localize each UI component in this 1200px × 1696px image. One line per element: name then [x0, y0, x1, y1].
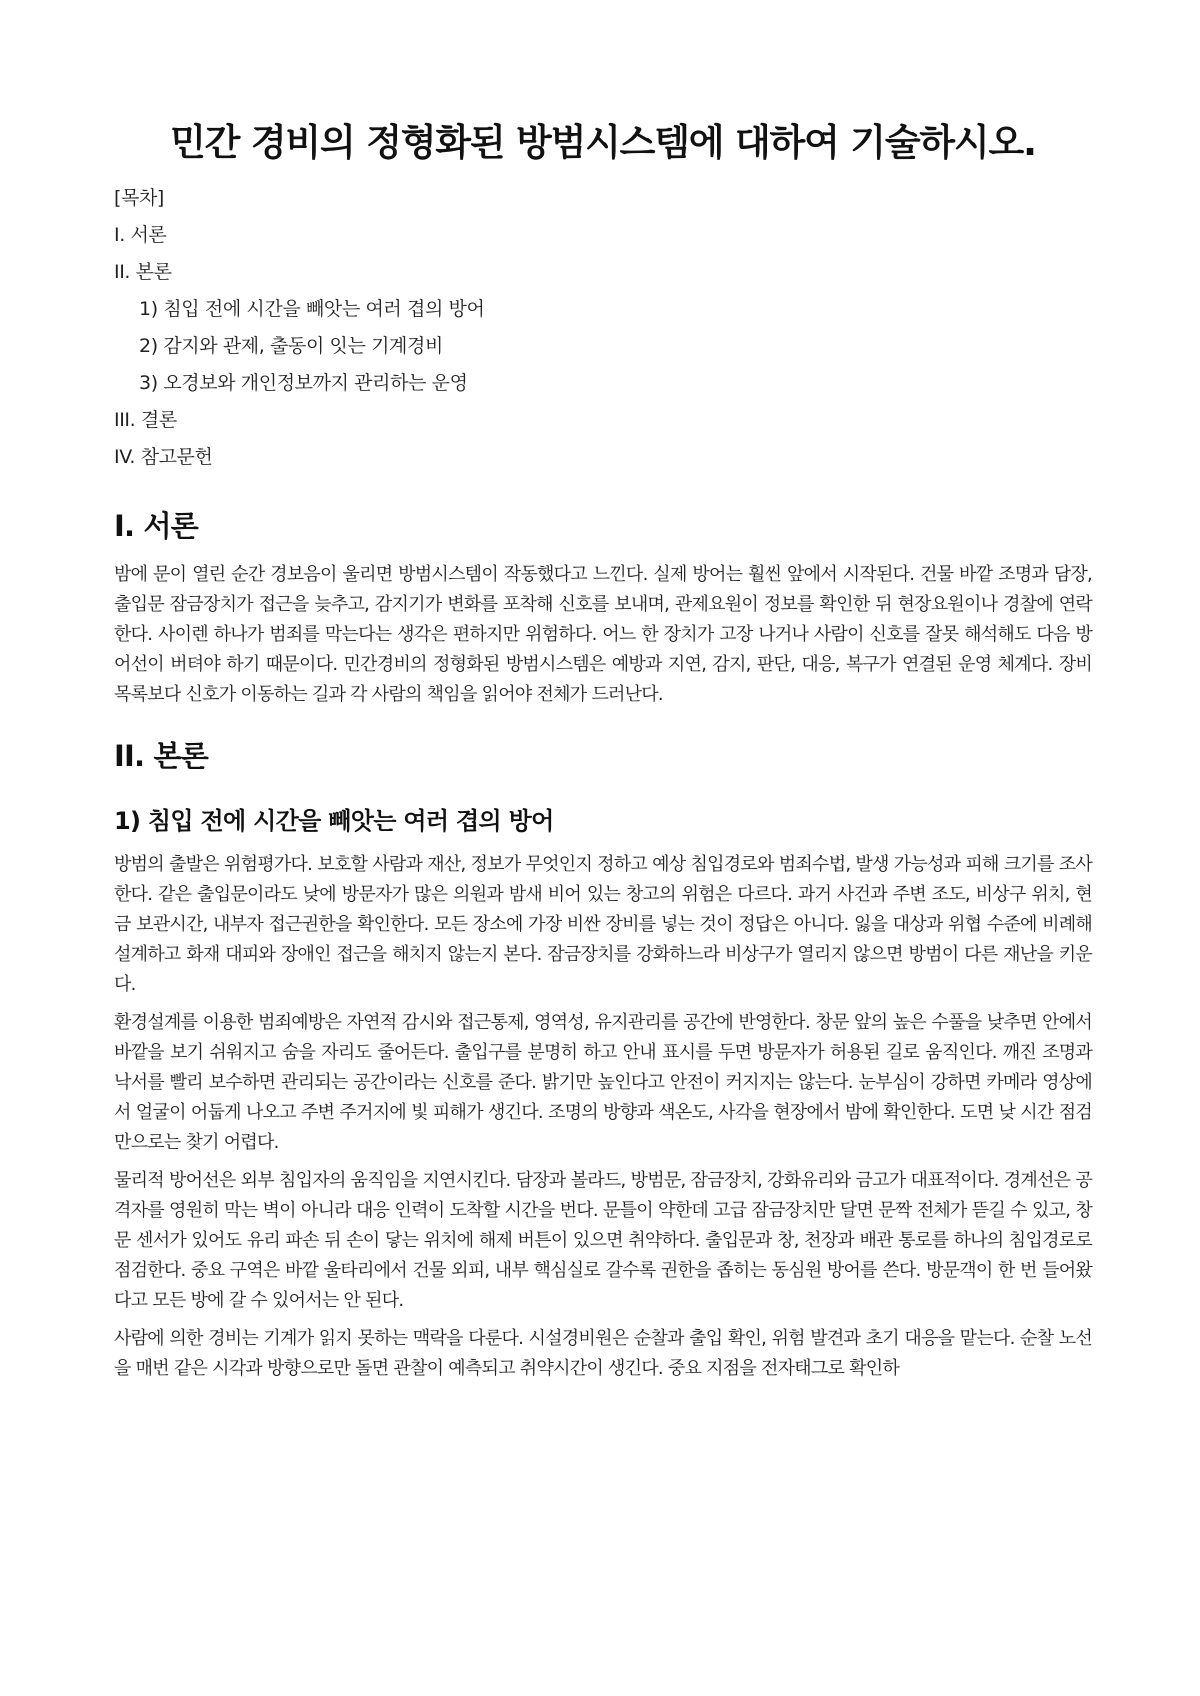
body-section-1-paragraph: 방범의 출발은 위험평가다. 보호할 사람과 재산, 정보가 무엇인지 정하고 예상 침입경로와 범죄수법, 발생 가능성과 피해 크기를 조사한다. 같은 출입문이라도 낮에 방문자가 많은 의원과 밤새 비어 있는 창고의 위험은 다르다. 과거 사건과 주변 조도, 비상구 위치, 현금 보관시간, 내부자 접근권한을 확인한다. 모든 장소에 가장 비싼 장비를 넣는 것이 정답은 아니다. 잃을 대상과 위협 수준에 비례해 설계하고 화재 대피와 장애인 접근을 해치지 않는지 본다. 잠금장치를 강화하느라 비상구가 열리지 않으면 방범이 다른 재난을 키운다.	[114, 854, 1092, 995]
body-section-1-paragraph: 환경설계를 이용한 범죄예방은 자연적 감시와 접근통제, 영역성, 유지관리를 공간에 반영한다. 창문 앞의 높은 수풀을 낮추면 안에서 바깥을 보기 쉬워지고 숨을 자리도 줄어든다. 출입구를 분명히 하고 안내 표시를 두면 방문자가 허용된 길로 움직인다. 깨진 조명과 낙서를 빨리 보수하면 관리되는 공간이라는 신호를 준다. 밝기만 높인다고 안전이 커지지는 않는다. 눈부심이 강하면 카메라 영상에서 얼굴이 어둡게 나오고 주변 주거지에 빛 피해가 생긴다. 조명의 방향과 색온도, 사각을 현장에서 밤에 확인한다. 도면 낮 시간 점검만으로는 찾기 어렵다.	[114, 1012, 1092, 1153]
body-section-1-paragraph: 사람에 의한 경비는 기계가 읽지 못하는 맥락을 다룬다. 시설경비원은 순찰과 출입 확인, 위험 발견과 초기 대응을 맡는다. 순찰 노선을 매번 같은 시각과 방향으로만 돌면 관찰이 예측되고 취약시간이 생긴다. 중요 지점을 전자태그로 확인하	[114, 1328, 1092, 1379]
body-section-1-paragraph: 물리적 방어선은 외부 침입자의 움직임을 지연시킨다. 담장과 볼라드, 방범문, 잠금장치, 강화유리와 금고가 대표적이다. 경계선은 공격자를 영원히 막는 벽이 아니라 대응 인력이 도착할 시간을 번다. 문틀이 약한데 고급 잠금장치만 달면 문짝 전체가 뜯길 수 있고, 창문 센서가 있어도 유리 파손 뒤 손이 닿는 위치에 해제 버튼이 있으면 취약하다. 출입문과 창, 천장과 배관 통로를 하나의 침입경로로 점검한다. 중요 구역은 바깥 울타리에서 건물 외피, 내부 핵심실로 갈수록 권한을 좁히는 동심원 방어를 쓴다. 방문객이 한 번 들어왔다고 모든 방에 갈 수 있어서는 안 된다.	[114, 1170, 1092, 1311]
toc-item-body: II. 본론	[114, 261, 172, 283]
document-title: 민간 경비의 정형화된 방범시스템에 대하여 기술하시오.	[170, 121, 1036, 164]
toc-item-introduction: I. 서론	[114, 224, 167, 246]
toc-item-body-section-2: 2) 감지와 관제, 출동이 잇는 기계경비	[139, 335, 443, 357]
toc-item-body-section-1: 1) 침입 전에 시간을 빼앗는 여러 겹의 방어	[139, 298, 485, 320]
introduction-heading: I. 서론	[114, 509, 198, 543]
toc-heading: [목차]	[114, 187, 164, 209]
introduction-paragraph: 밤에 문이 열린 순간 경보음이 울리면 방범시스템이 작동했다고 느낀다. 실제 방어는 훨씬 앞에서 시작된다. 건물 바깥 조명과 담장, 출입문 잠금장치가 접근을 늦추고, 감지기가 변화를 포착해 신호를 보내며, 관제요원이 정보를 확인한 뒤 현장요원이나 경찰에 연락한다. 사이렌 하나가 범죄를 막는다는 생각은 편하지만 위험하다. 어느 한 장치가 고장 나거나 사람이 신호를 잘못 해석해도 다음 방어선이 버텨야 하기 때문이다. 민간경비의 정형화된 방범시스템은 예방과 지연, 감지, 판단, 대응, 복구가 연결된 운영 체계다. 장비 목록보다 신호가 이동하는 길과 각 사람의 책임을 읽어야 전체가 드러난다.	[114, 564, 1092, 705]
toc-item-conclusion: III. 결론	[114, 409, 177, 431]
toc-item-references: IV. 참고문헌	[114, 446, 213, 468]
toc-item-body-section-3: 3) 오경보와 개인정보까지 관리하는 운영	[139, 372, 468, 394]
body-heading: II. 본론	[114, 739, 208, 773]
table-of-contents	[114, 184, 1092, 480]
body-section-1-heading: 1) 침입 전에 시간을 빼앗는 여러 겹의 방어	[114, 807, 554, 835]
